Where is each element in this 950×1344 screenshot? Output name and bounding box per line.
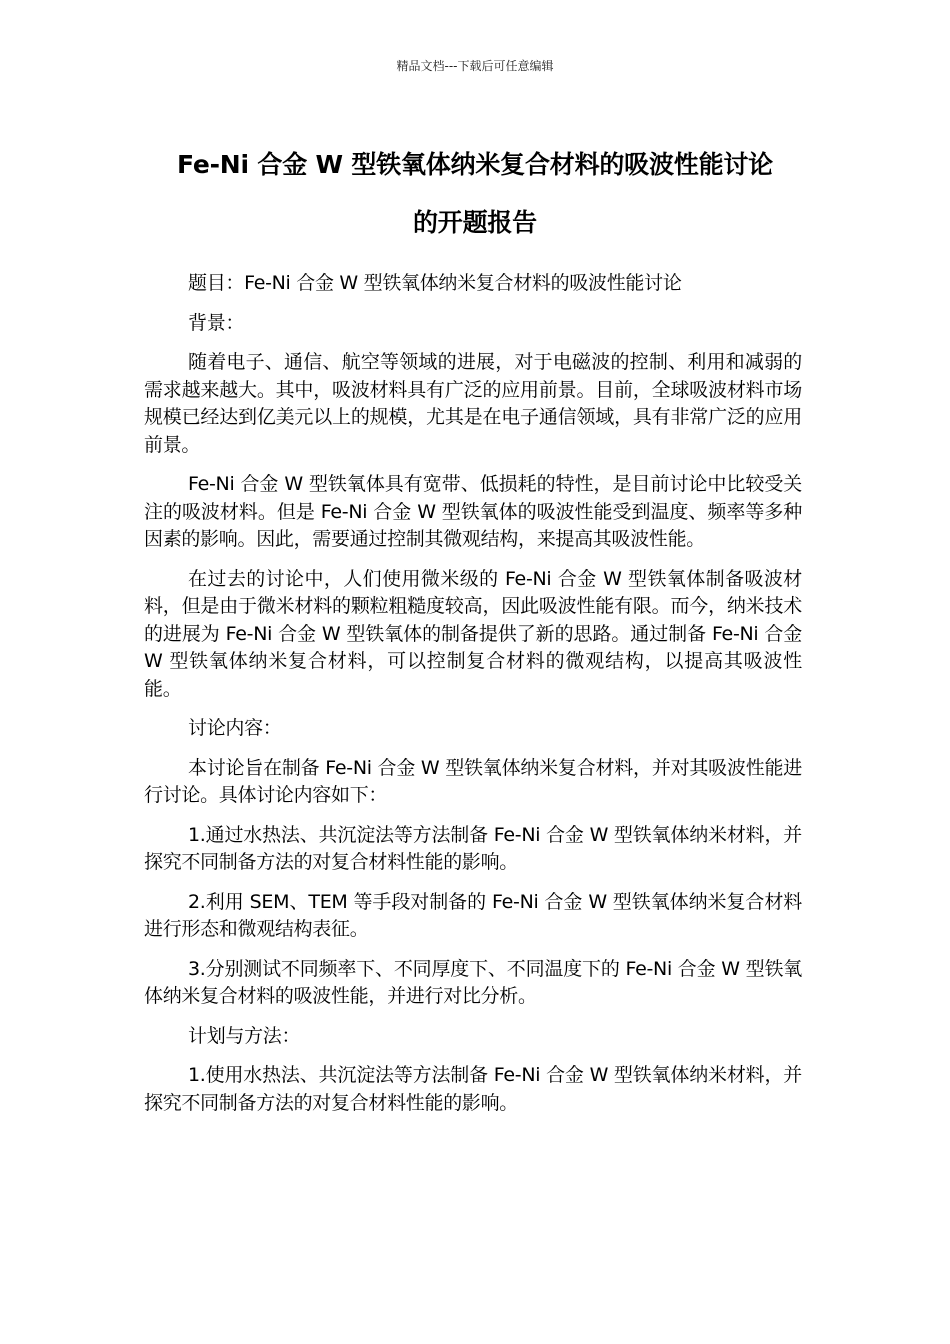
topic-line: 题目：Fe-Ni 合金 W 型铁氧体纳米复合材料的吸波性能讨论 (188, 272, 682, 294)
content-item-2: 2.利用 SEM、TEM 等手段对制备的 Fe-Ni 合金 W 型铁氧体纳米复合材料进行形态和微观结构表征。 (144, 890, 802, 940)
content-paragraph-1: 本讨论旨在制备 Fe-Ni 合金 W 型铁氧体纳米复合材料，并对其吸波性能进行讨论。具体讨论内容如下： (144, 756, 802, 806)
document-body (144, 270, 802, 1129)
page-header: 精品文档---下载后可任意编辑 (396, 59, 554, 73)
background-heading: 背景： (188, 311, 245, 334)
plan-heading: 计划与方法： (188, 1024, 301, 1047)
content-item-3: 3.分别测试不同频率下、不同厚度下、不同温度下的 Fe-Ni 合金 W 型铁氧体纳米复合材料的吸波性能，并进行对比分析。 (144, 957, 802, 1007)
document-title-line-1: Fe-Ni 合金 W 型铁氧体纳米复合材料的吸波性能讨论 (177, 150, 773, 179)
document-title (120, 136, 830, 252)
plan-item-1: 1.使用水热法、共沉淀法等方法制备 Fe-Ni 合金 W 型铁氧体纳米材料，并探究不同制备方法的对复合材料性能的影响。 (144, 1064, 802, 1114)
background-paragraph-1: 随着电子、通信、航空等领域的进展，对于电磁波的控制、利用和减弱的需求越来越大。其中，吸波材料具有广泛的应用前景。目前，全球吸波材料市场规模已经达到亿美元以上的规模，尤其是在电子通信领域，具有非常广泛的应用前景。 (144, 351, 802, 456)
content-heading: 讨论内容： (188, 717, 282, 739)
background-paragraph-3: 在过去的讨论中，人们使用微米级的 Fe-Ni 合金 W 型铁氧体制备吸波材料，但是由于微米材料的颗粒粗糙度较高，因此吸波性能有限。而今，纳米技术的进展为 Fe-Ni 合金 W 型铁氧体的制备提供了新的思路。通过制备 Fe-Ni 合金 W 型铁氧体纳米复合材料，可以控制复合材料的微观结构，以提高其吸波性能。 (144, 567, 802, 700)
content-item-1: 1.通过水热法、共沉淀法等方法制备 Fe-Ni 合金 W 型铁氧体纳米材料，并探究不同制备方法的对复合材料性能的影响。 (144, 823, 802, 873)
background-paragraph-2: Fe-Ni 合金 W 型铁氧体具有宽带、低损耗的特性，是目前讨论中比较受关注的吸波材料。但是 Fe-Ni 合金 W 型铁氧体的吸波性能受到温度、频率等多种因素的影响。因此，需要通过控制其微观结构，来提高其吸波性能。 (144, 473, 802, 550)
document-title-line-2: 的开题报告 (412, 208, 537, 237)
